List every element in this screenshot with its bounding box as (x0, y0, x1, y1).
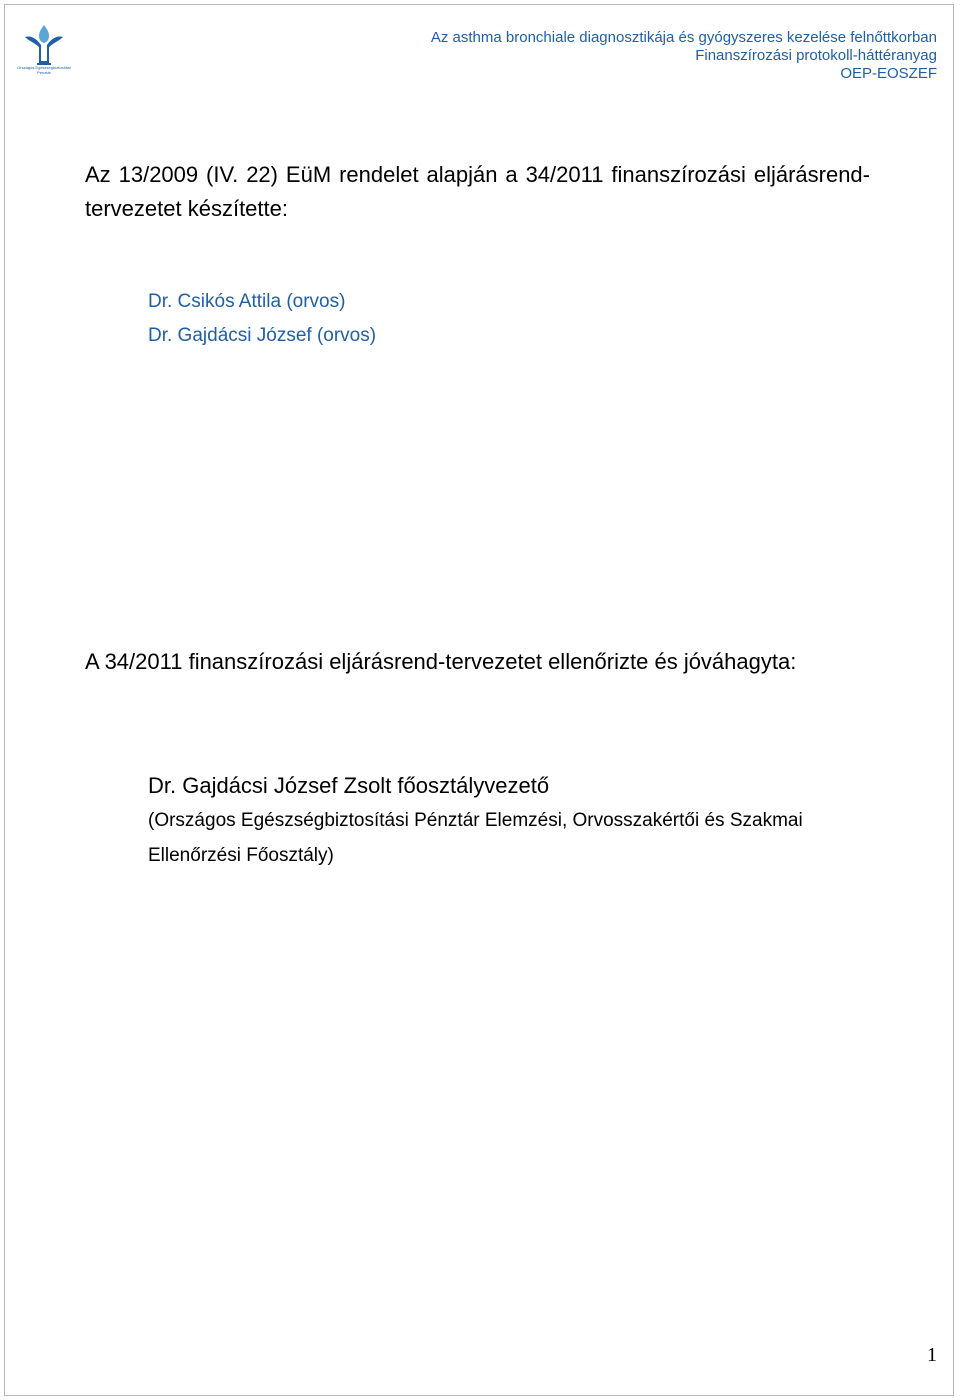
author-item: Dr. Gajdácsi József (orvos) (148, 325, 377, 346)
document-page (4, 4, 954, 1396)
running-header (431, 29, 937, 83)
header-organization: OEP-EOSZEF (840, 65, 937, 82)
institute-logo-icon (13, 23, 75, 65)
author-list (148, 285, 376, 353)
logo-caption (13, 65, 75, 75)
approved-by-paragraph: A 34/2011 finanszírozási eljárásrend-tervezetet ellenőrizte és jóváhagyta: (85, 649, 797, 674)
institute-logo (13, 23, 75, 85)
approver-name: Dr. Gajdácsi József Zsolt főosztályvezető (148, 773, 550, 798)
logo-caption-line2: Pénztár (37, 70, 51, 75)
page-number: 1 (927, 1344, 937, 1366)
header-title: Az asthma bronchiale diagnosztikája és gyógyszeres kezelése felnőttkorban (430, 29, 937, 46)
author-item: Dr. Csikós Attila (orvos) (148, 291, 346, 312)
header-subtitle: Finanszírozási protokoll-háttéranyag (695, 47, 937, 64)
approver-organization: (Országos Egészségbiztosítási Pénztár Elemzési, Orvosszakértői és Szakmai Ellenőrzési Főosztály) (148, 810, 803, 866)
logo-caption-line1: Országos Egészségbiztosítási (17, 65, 71, 70)
prepared-by-paragraph: Az 13/2009 (IV. 22) EüM rendelet alapján a 34/2011 finanszírozási eljárásrend-tervezetet készítette: (85, 162, 870, 221)
approver-block (148, 769, 868, 873)
